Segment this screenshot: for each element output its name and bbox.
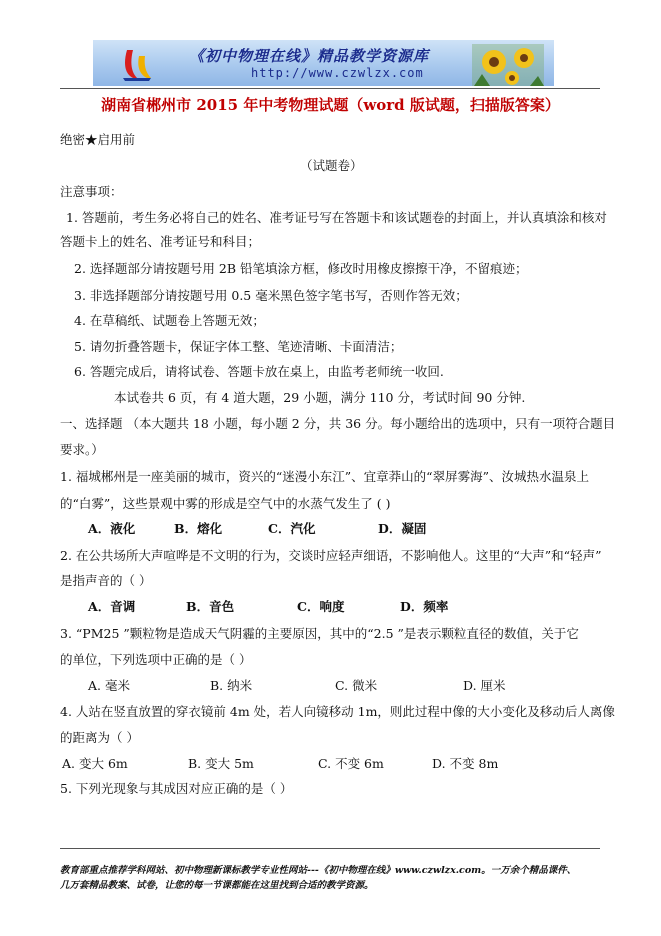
question-4-option-a: A. 变大 6m xyxy=(62,756,128,771)
notice-item: 答题卡上的姓名、准考证号和科目； xyxy=(60,234,261,249)
footer-rule xyxy=(60,848,600,849)
notice-item: 6. 答题完成后，请将试卷、答题卡放在桌上，由监考老师统一收回. xyxy=(74,364,444,379)
question-3-option-d: D. 厘米 xyxy=(463,678,506,693)
notice-item: 3. 非选择题部分请按题号用 0.5 毫米黑色签字笔书写，否则作答无效； xyxy=(74,288,468,303)
secret-label: 绝密★启用前 xyxy=(60,132,136,147)
banner-url[interactable]: http://www.czwlzx.com xyxy=(251,66,424,80)
paper-summary: 本试卷共 6 页，有 4 道大题，29 小题，满分 110 分，考试时间 90 分钟. xyxy=(114,390,526,405)
section-heading: 要求。） xyxy=(60,442,104,457)
notice-item: 2. 选择题部分请按题号用 2B 铅笔填涂方框，修改时用橡皮擦擦干净，不留痕迹； xyxy=(74,261,528,276)
header-banner xyxy=(93,40,554,86)
question-2-text: 是指声音的（ ） xyxy=(60,573,152,588)
notice-item: 4. 在草稿纸、试题卷上答题无效； xyxy=(74,313,265,328)
question-1-option-d: D．凝固 xyxy=(378,521,427,536)
question-4-option-b: B. 变大 5m xyxy=(188,756,254,771)
question-3-text: 3. “PM25 ”颗粒物是造成天气阴霾的主要原因，其中的“2.5 ”是表示颗粒直径的数值，关于它 xyxy=(60,626,579,641)
question-3-option-c: C. 微米 xyxy=(335,678,378,693)
site-logo-icon xyxy=(119,44,155,82)
question-2-option-c: C．响度 xyxy=(297,599,345,614)
question-2-option-b: B．音色 xyxy=(186,599,235,614)
question-4-text: 4. 人站在竖直放置的穿衣镜前 4m 处，若人向镜移动 1m，则此过程中像的大小变化及移动后人离像 xyxy=(60,704,615,719)
question-3-option-b: B. 纳米 xyxy=(210,678,253,693)
footer-text: 教育部重点推荐学科网站、初中物理新课标教学专业性网站---《初中物理在线》www.czwlzx.com。一万余个精品课件、 xyxy=(60,865,577,876)
question-2-text: 2. 在公共场所大声喧哗是不文明的行为，交谈时应轻声细语，不影响他人。这里的“大声”和“轻声” xyxy=(60,548,602,563)
section-heading: 一、选择题 （本大题共 18 小题，每小题 2 分，共 36 分。每小题给出的选项中，只有一项符合题目 xyxy=(60,416,616,431)
document-title: 湖南省郴州市 2015 年中考物理试题（word 版试题，扫描版答案） xyxy=(101,96,560,114)
question-1-text: 1. 福城郴州是一座美丽的城市，资兴的“迷漫小东江”、宜章莽山的“翠屏雾海”、汝城热水温泉上 xyxy=(60,469,589,484)
banner-title: 《初中物理在线》精品教学资源库 xyxy=(189,47,430,65)
question-1-option-b: B．熔化 xyxy=(174,521,223,536)
question-5-text: 5. 下列光现象与其成因对应正确的是（ ） xyxy=(60,781,293,796)
question-4-option-d: D. 不变 8m xyxy=(432,756,499,771)
sunflower-icon xyxy=(472,44,544,86)
header-rule xyxy=(60,88,600,89)
question-2-option-a: A．音调 xyxy=(88,599,136,614)
question-3-text: 的单位，下列选项中正确的是（ ） xyxy=(60,652,252,667)
notice-item: 1. 答题前，考生务必将自己的姓名、准考证号写在答题卡和该试题卷的封面上，并认真填涂和核对 xyxy=(66,210,607,225)
notice-item: 5. 请勿折叠答题卡，保证字体工整、笔迹清晰、卡面清洁； xyxy=(74,339,403,354)
footer-text: 几万套精品教案、试卷，让您的每一节课都能在这里找到合适的教学资源。 xyxy=(60,880,374,891)
question-4-option-c: C. 不变 6m xyxy=(318,756,384,771)
question-1-option-a: A．液化 xyxy=(88,521,136,536)
question-1-option-c: C．汽化 xyxy=(268,521,316,536)
question-1-text: 的“白雾”，这些景观中雾的形成是空气中的水蒸气发生了 ( ) xyxy=(60,496,391,511)
notice-heading: 注意事项： xyxy=(60,184,123,199)
question-3-option-a: A. 毫米 xyxy=(88,678,130,693)
paper-type: （试题卷） xyxy=(300,158,363,173)
question-2-option-d: D．频率 xyxy=(400,599,449,614)
question-4-text: 的距离为（ ） xyxy=(60,730,139,745)
